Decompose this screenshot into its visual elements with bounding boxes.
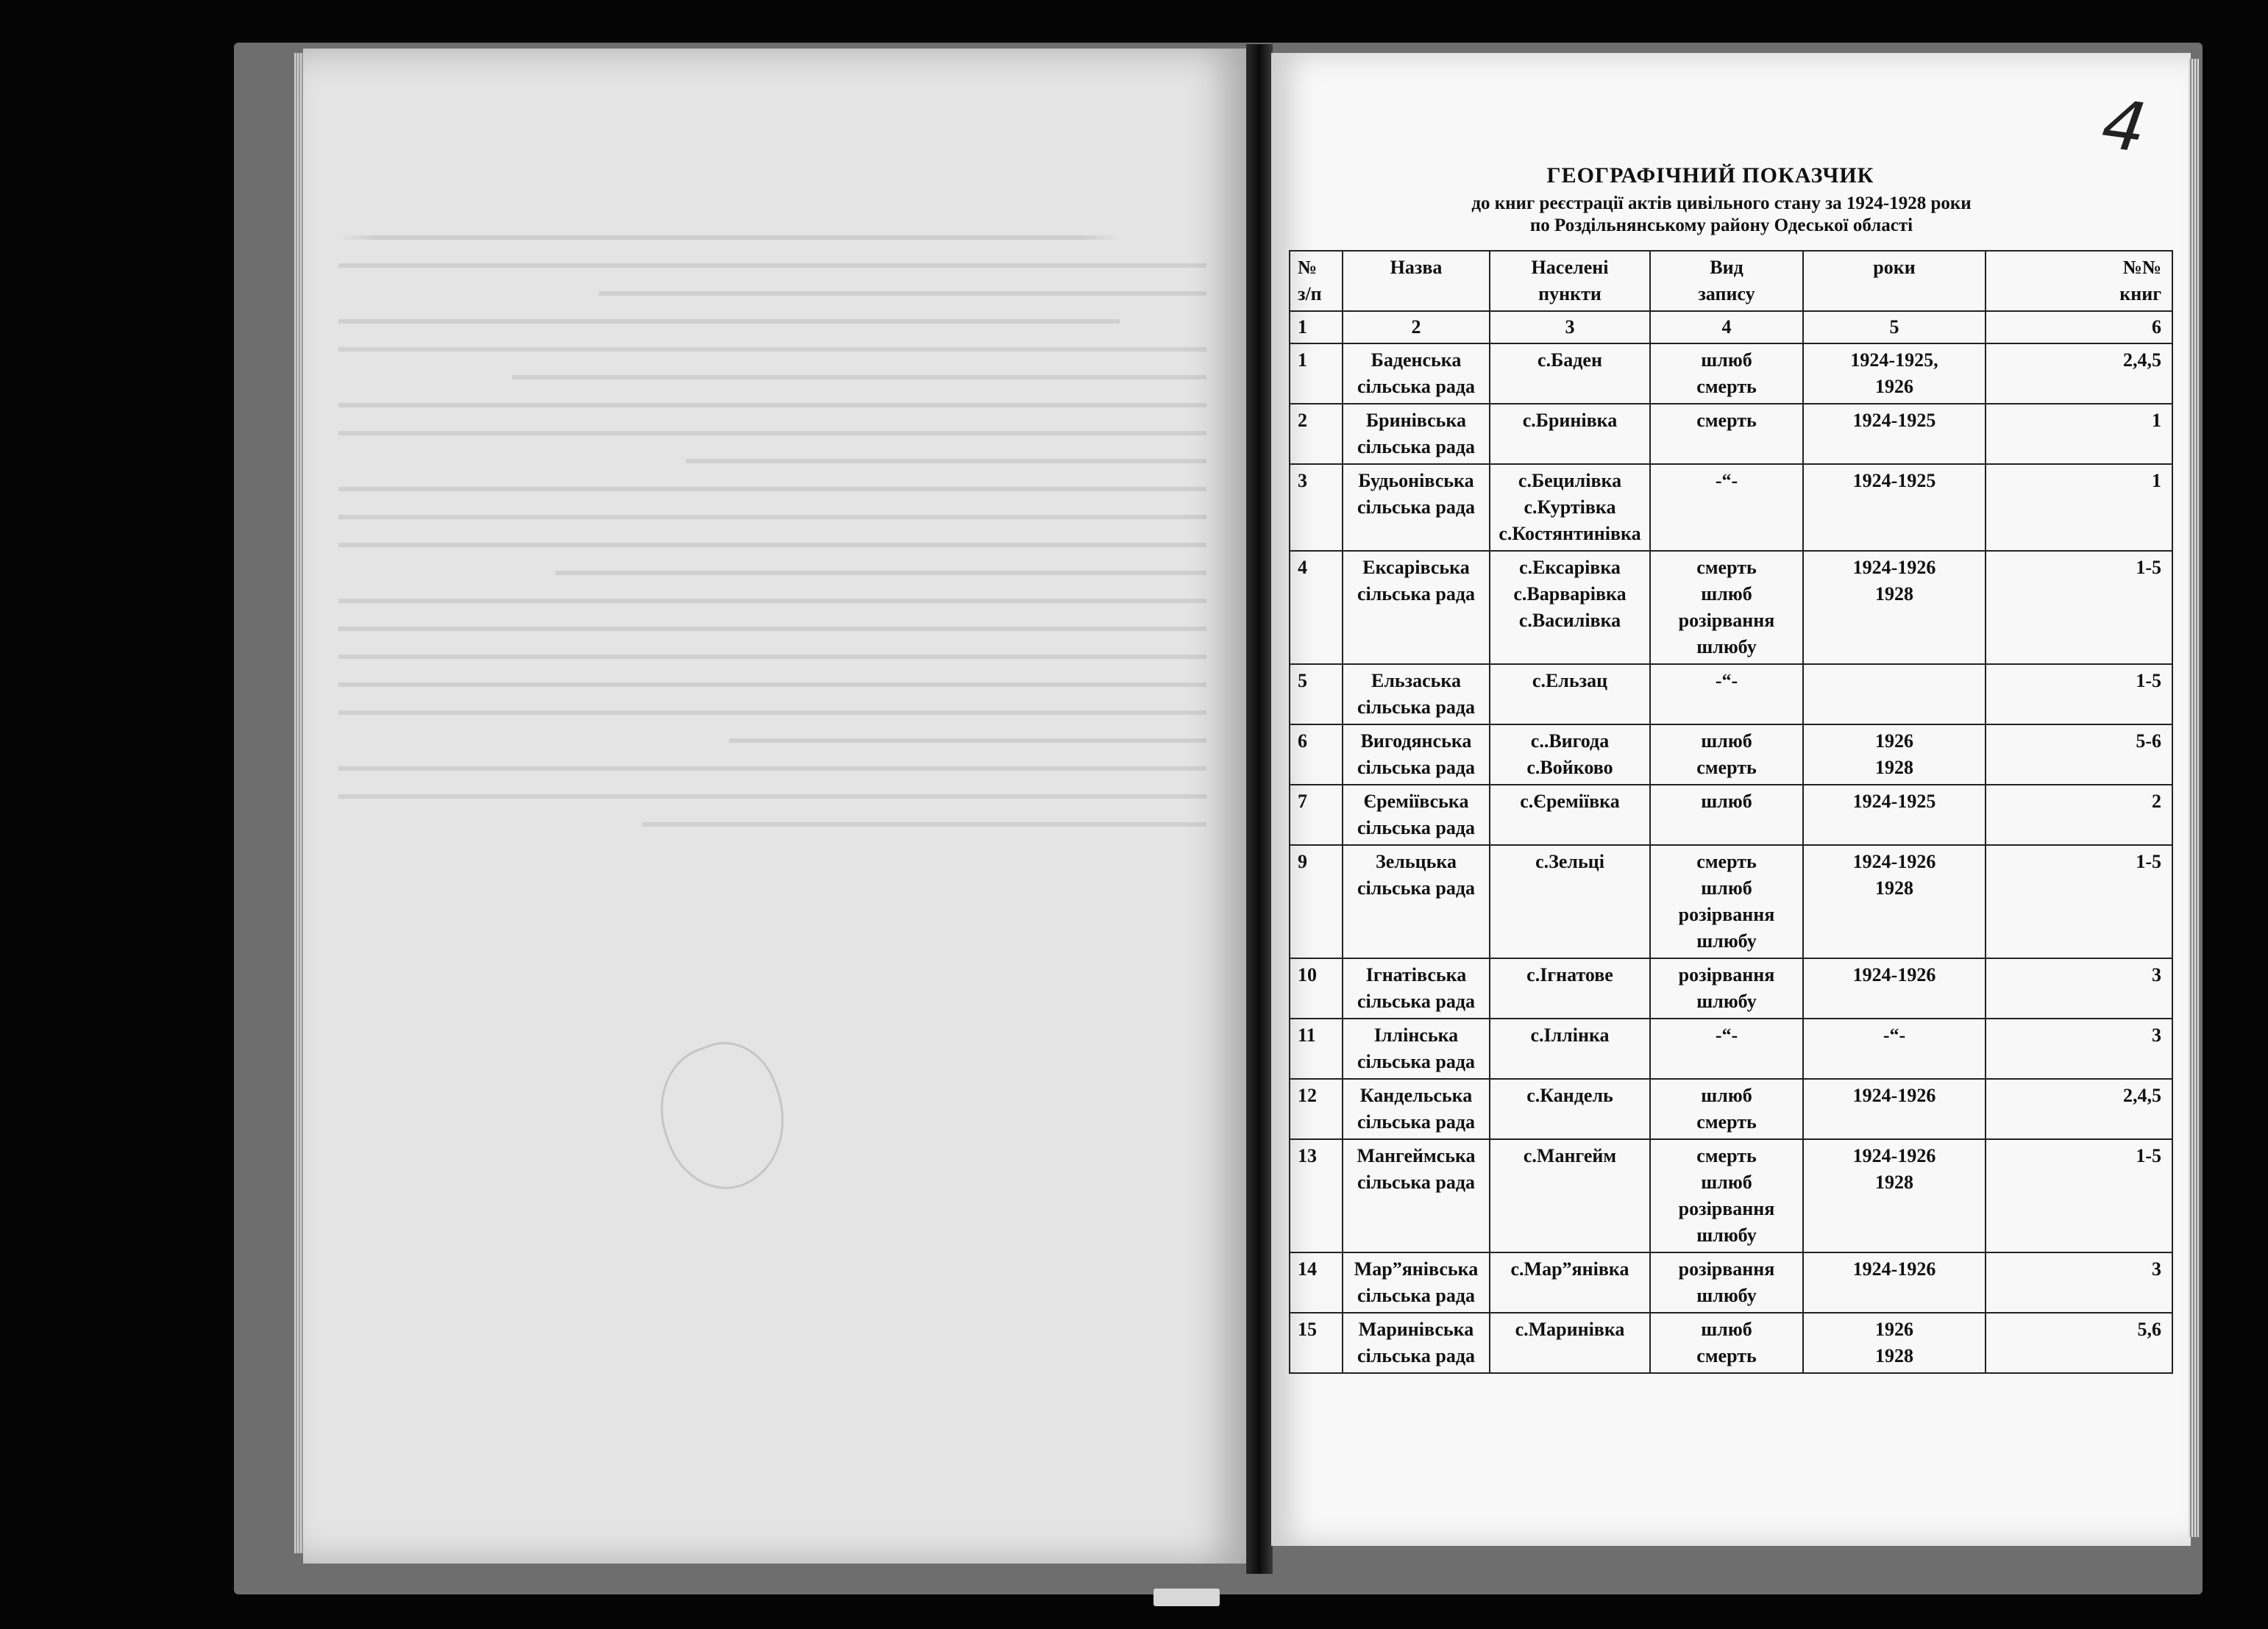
cell-places-line: с.Кандель [1526, 1085, 1613, 1106]
cell-name [1343, 1139, 1490, 1252]
cell-places-line: с.Маринівка [1515, 1319, 1625, 1340]
cell-places-line: с.Мар”янівка [1510, 1258, 1629, 1280]
cell-books [1986, 551, 2172, 664]
cell-type [1650, 958, 1803, 1019]
cell-years-line: 1926 [1875, 730, 1913, 752]
cell-name-line: сільська рада [1357, 1111, 1476, 1133]
cell-books [1986, 1079, 2172, 1139]
cell-name [1343, 343, 1490, 404]
cell-type-line: шлюбу [1696, 1225, 1757, 1246]
table-row [1290, 845, 2172, 958]
cell-books [1986, 1019, 2172, 1079]
cell-name-line: Вигодянська [1360, 730, 1472, 752]
cell-num [1290, 1139, 1343, 1252]
cell-books-line: 1 [2152, 410, 2161, 431]
cell-type-line: шлюб [1701, 730, 1752, 752]
subtitle-line-2: по Роздільнянському району Одеської області [1529, 215, 1913, 235]
cell-places [1490, 845, 1650, 958]
cell-name [1343, 1313, 1490, 1373]
cell-type-line: смерть [1696, 410, 1757, 431]
header-places-line: пункти [1538, 283, 1602, 304]
cell-name-line: Ігнатівська [1365, 964, 1467, 985]
cell-num-line: 7 [1298, 791, 1307, 812]
geographic-index-table [1289, 250, 2173, 1374]
cell-type [1650, 845, 1803, 958]
cell-num-line: 5 [1298, 670, 1307, 691]
column-number-years: 5 [1803, 311, 1986, 343]
cell-years [1803, 845, 1986, 958]
header-num [1290, 251, 1343, 311]
table-row [1290, 404, 2172, 464]
cell-num [1290, 958, 1343, 1019]
table-row [1290, 785, 2172, 845]
cell-places [1490, 958, 1650, 1019]
cell-years [1803, 958, 1986, 1019]
cell-num [1290, 1079, 1343, 1139]
cell-name-line: Ексарівська [1362, 557, 1470, 578]
table-header [1290, 251, 2172, 343]
book-gutter [1246, 44, 1273, 1574]
cell-type [1650, 1079, 1803, 1139]
header-books-line: №№ [2122, 257, 2161, 278]
cell-years-line: 1928 [1875, 583, 1913, 605]
cell-places [1490, 464, 1650, 551]
cell-years [1803, 1139, 1986, 1252]
cell-years-line: -“- [1883, 1024, 1906, 1046]
cell-years-line: 1926 [1875, 1319, 1913, 1340]
cell-num [1290, 1252, 1343, 1313]
cell-places-line: с.Куртівка [1524, 496, 1616, 518]
cell-type-line: -“- [1715, 470, 1738, 491]
cell-books [1986, 845, 2172, 958]
cell-name [1343, 1252, 1490, 1313]
cell-num-line: 4 [1298, 557, 1307, 578]
cell-name [1343, 664, 1490, 724]
cell-places [1490, 1313, 1650, 1373]
cell-years-line: 1924-1926 [1852, 557, 1936, 578]
column-number-name: 2 [1343, 311, 1490, 343]
cell-name-line: Мар”янівська [1354, 1258, 1479, 1280]
cell-years [1803, 664, 1986, 724]
cell-type-line: смерть [1696, 1145, 1757, 1166]
cell-books-line: 1-5 [2136, 851, 2161, 872]
cell-num [1290, 1313, 1343, 1373]
cell-places-line: с.Ельзац [1532, 670, 1608, 691]
cell-name [1343, 1019, 1490, 1079]
cell-type-line: шлюбу [1696, 991, 1757, 1012]
cell-name-line: сільська рада [1357, 757, 1476, 778]
cell-places-line: с.Войково [1526, 757, 1613, 778]
cell-name [1343, 958, 1490, 1019]
cell-books [1986, 343, 2172, 404]
cell-name-line: Зельцька [1376, 851, 1457, 872]
cell-type-line: шлюб [1701, 1172, 1752, 1193]
cell-type-line: шлюб [1701, 1085, 1752, 1106]
cell-years-line: 1926 [1875, 376, 1913, 397]
cell-name-line: Єреміївська [1363, 791, 1469, 812]
cell-type-line: шлюбу [1696, 930, 1757, 952]
cell-name [1343, 785, 1490, 845]
bleed-through-text [338, 235, 1206, 850]
table-row [1290, 1019, 2172, 1079]
cell-years-line: 1928 [1875, 757, 1913, 778]
table-row [1290, 724, 2172, 785]
cell-places-line: с.Василівка [1518, 610, 1621, 631]
table-row [1290, 1139, 2172, 1252]
cell-name [1343, 464, 1490, 551]
cell-num-line: 6 [1298, 730, 1307, 752]
cell-places [1490, 1139, 1650, 1252]
header-places-line: Населені [1531, 257, 1609, 278]
cell-years [1803, 551, 1986, 664]
cell-type [1650, 1139, 1803, 1252]
cell-name [1343, 404, 1490, 464]
cell-books [1986, 1252, 2172, 1313]
table-row [1290, 343, 2172, 404]
cell-name-line: Кандельська [1359, 1085, 1473, 1106]
cell-places-line: с.Зельці [1535, 851, 1604, 872]
column-number-places: 3 [1490, 311, 1650, 343]
column-number-num: 1 [1290, 311, 1343, 343]
cell-name-line: Бринівська [1365, 410, 1467, 431]
cell-name-line: сільська рада [1357, 817, 1476, 838]
cell-places [1490, 724, 1650, 785]
cell-name-line: сільська рада [1357, 583, 1476, 605]
cell-num-line: 15 [1298, 1319, 1317, 1340]
cell-years [1803, 1252, 1986, 1313]
cell-type-line: смерть [1696, 851, 1757, 872]
cell-books [1986, 958, 2172, 1019]
cell-books [1986, 724, 2172, 785]
cell-name-line: сільська рада [1357, 1345, 1476, 1366]
cell-type [1650, 785, 1803, 845]
cell-places-line: с.Мангейм [1523, 1145, 1617, 1166]
cell-type-line: шлюбу [1696, 636, 1757, 657]
cell-type-line: розірвання [1678, 964, 1775, 985]
cell-name [1343, 845, 1490, 958]
cell-places-line: с.Єреміївка [1520, 791, 1620, 812]
cell-places [1490, 343, 1650, 404]
cell-years [1803, 464, 1986, 551]
cell-num [1290, 785, 1343, 845]
cell-books-line: 1-5 [2136, 557, 2161, 578]
header-places [1490, 251, 1650, 311]
cell-name-line: сільська рада [1357, 1172, 1476, 1193]
cell-num [1290, 551, 1343, 664]
document-title: ГЕОГРАФІЧНИЙ ПОКАЗЧИК [1546, 163, 1874, 188]
cell-num-line: 1 [1298, 349, 1307, 371]
cell-years [1803, 404, 1986, 464]
cell-type-line: смерть [1696, 1345, 1757, 1366]
cell-type-line: смерть [1696, 376, 1757, 397]
cell-books-line: 2,4,5 [2123, 1085, 2161, 1106]
cell-books-line: 1 [2152, 470, 2161, 491]
cell-type [1650, 1019, 1803, 1079]
cell-books [1986, 464, 2172, 551]
cell-type-line: шлюб [1701, 349, 1752, 371]
table-row [1290, 551, 2172, 664]
cell-places-line: с.Бецилівка [1518, 470, 1622, 491]
cell-num [1290, 343, 1343, 404]
cell-places-line: с.Ігнатове [1526, 964, 1613, 985]
table-row [1290, 1079, 2172, 1139]
cell-places [1490, 1079, 1650, 1139]
cell-places [1490, 1019, 1650, 1079]
cell-years-line: 1924-1926 [1852, 1145, 1936, 1166]
cell-type-line: шлюб [1701, 1319, 1752, 1340]
page-number: 4 [2097, 84, 2151, 168]
cell-type [1650, 664, 1803, 724]
cell-places [1490, 785, 1650, 845]
binding-clip [1153, 1589, 1220, 1606]
cell-places-line: с.Варварівка [1513, 583, 1627, 605]
document-subtitle [1280, 193, 2163, 237]
cell-type-line: смерть [1696, 1111, 1757, 1133]
header-name-line: Назва [1390, 257, 1443, 278]
cell-years [1803, 724, 1986, 785]
cell-places-line: с.Іллінка [1530, 1024, 1610, 1046]
cell-type-line: -“- [1715, 1024, 1738, 1046]
cell-years-line: 1928 [1875, 1345, 1913, 1366]
column-number-books: 6 [1986, 311, 2172, 343]
cell-num-line: 11 [1298, 1024, 1316, 1046]
cell-name-line: сільська рада [1357, 376, 1476, 397]
cell-places-line: с.Бринівка [1522, 410, 1618, 431]
header-type-line: Вид [1710, 257, 1743, 278]
cell-years-line: 1924-1926 [1852, 851, 1936, 872]
header-type [1650, 251, 1803, 311]
table-row [1290, 464, 2172, 551]
cell-name-line: сільська рада [1357, 436, 1476, 457]
cell-name [1343, 551, 1490, 664]
cell-name-line: сільська рада [1357, 1285, 1476, 1306]
cell-places-line: с.Баден [1538, 349, 1602, 371]
cell-name-line: Мангеймська [1357, 1145, 1476, 1166]
cell-type-line: шлюб [1701, 791, 1752, 812]
cell-num-line: 13 [1298, 1145, 1317, 1166]
header-name [1343, 251, 1490, 311]
cell-places [1490, 1252, 1650, 1313]
cell-type-line: шлюб [1701, 583, 1752, 605]
column-number-row [1290, 311, 2172, 343]
cell-num [1290, 664, 1343, 724]
table-row [1290, 958, 2172, 1019]
cell-type-line: смерть [1696, 757, 1757, 778]
cell-name-line: сільська рада [1357, 696, 1476, 718]
cell-years-line: 1924-1925 [1852, 410, 1936, 431]
cell-num-line: 9 [1298, 851, 1307, 872]
cell-places [1490, 664, 1650, 724]
cell-name-line: сільська рада [1357, 496, 1476, 518]
table-row [1290, 1252, 2172, 1313]
column-number-type: 4 [1650, 311, 1803, 343]
cell-books-line: 2 [2152, 791, 2161, 812]
header-books [1986, 251, 2172, 311]
cell-type-line: шлюб [1701, 877, 1752, 899]
cell-places [1490, 404, 1650, 464]
cell-books-line: 1-5 [2136, 1145, 2161, 1166]
cell-type [1650, 404, 1803, 464]
cell-books-line: 3 [2152, 964, 2161, 985]
cell-type-line: -“- [1715, 670, 1738, 691]
cell-years-line: 1924-1925, [1850, 349, 1938, 371]
cell-name-line: Баденська [1371, 349, 1462, 371]
cell-type-line: розірвання [1678, 1198, 1775, 1219]
header-books-line: книг [2119, 283, 2161, 304]
header-num-line: № [1298, 257, 1318, 278]
cell-type-line: смерть [1696, 557, 1757, 578]
cell-type [1650, 551, 1803, 664]
cell-num-line: 10 [1298, 964, 1317, 985]
cell-years-line: 1924-1925 [1852, 470, 1936, 491]
cell-name-line: сільська рада [1357, 1051, 1476, 1072]
cell-type-line: шлюбу [1696, 1285, 1757, 1306]
cell-name-line: Ельзаська [1371, 670, 1461, 691]
cell-type-line: розірвання [1678, 610, 1775, 631]
cell-type-line: розірвання [1678, 904, 1775, 925]
cell-type [1650, 464, 1803, 551]
cell-books-line: 2,4,5 [2123, 349, 2161, 371]
subtitle-line-1: до книг реєстрації актів цивільного стану за 1924-1928 роки [1471, 193, 1972, 213]
cell-years-line: 1928 [1875, 877, 1913, 899]
cell-books [1986, 1313, 2172, 1373]
cell-places-line: с.Костянтинівка [1499, 523, 1641, 544]
cell-years [1803, 1313, 1986, 1373]
cell-places [1490, 551, 1650, 664]
cell-num-line: 2 [1298, 410, 1307, 431]
cell-years-line: 1928 [1875, 1172, 1913, 1193]
cell-num-line: 3 [1298, 470, 1307, 491]
cell-num [1290, 724, 1343, 785]
cell-name-line: Будьонівська [1358, 470, 1474, 491]
table-row [1290, 664, 2172, 724]
cell-type [1650, 1252, 1803, 1313]
cell-books [1986, 404, 2172, 464]
cell-books-line: 5-6 [2136, 730, 2161, 752]
cell-books-line: 3 [2152, 1258, 2161, 1280]
cell-num [1290, 464, 1343, 551]
cell-books [1986, 1139, 2172, 1252]
header-num-line: з/п [1298, 283, 1322, 304]
cell-name-line: Маринівська [1358, 1319, 1474, 1340]
cell-num [1290, 404, 1343, 464]
cell-num-line: 14 [1298, 1258, 1317, 1280]
cell-books [1986, 785, 2172, 845]
cell-name-line: сільська рада [1357, 991, 1476, 1012]
cell-books-line: 3 [2152, 1024, 2161, 1046]
table-row [1290, 1313, 2172, 1373]
cell-type [1650, 1313, 1803, 1373]
cell-years-line: 1924-1926 [1852, 964, 1936, 985]
cell-type [1650, 343, 1803, 404]
header-row [1290, 251, 2172, 311]
cell-years [1803, 785, 1986, 845]
header-years-line: роки [1873, 257, 1916, 278]
cell-books [1986, 664, 2172, 724]
table-body [1290, 343, 2172, 1373]
cell-name-line: сільська рада [1357, 877, 1476, 899]
cell-type [1650, 724, 1803, 785]
cell-num [1290, 845, 1343, 958]
cell-years [1803, 343, 1986, 404]
cell-name [1343, 1079, 1490, 1139]
cell-books-line: 5,6 [2137, 1319, 2161, 1340]
cell-years-line: 1924-1926 [1852, 1085, 1936, 1106]
right-page-edges [2189, 59, 2199, 1537]
cell-name-line: Іллінська [1373, 1024, 1459, 1046]
cell-num [1290, 1019, 1343, 1079]
cell-books-line: 1-5 [2136, 670, 2161, 691]
cell-years-line: 1924-1926 [1852, 1258, 1936, 1280]
cell-places-line: с..Вигода [1530, 730, 1610, 752]
header-years [1803, 251, 1986, 311]
cell-years-line: 1924-1925 [1852, 791, 1936, 812]
cell-name [1343, 724, 1490, 785]
cell-places-line: с.Ексарівка [1519, 557, 1621, 578]
cell-years [1803, 1019, 1986, 1079]
cell-num-line: 12 [1298, 1085, 1317, 1106]
cell-type-line: розірвання [1678, 1258, 1775, 1280]
cell-years [1803, 1079, 1986, 1139]
header-type-line: запису [1698, 283, 1755, 304]
